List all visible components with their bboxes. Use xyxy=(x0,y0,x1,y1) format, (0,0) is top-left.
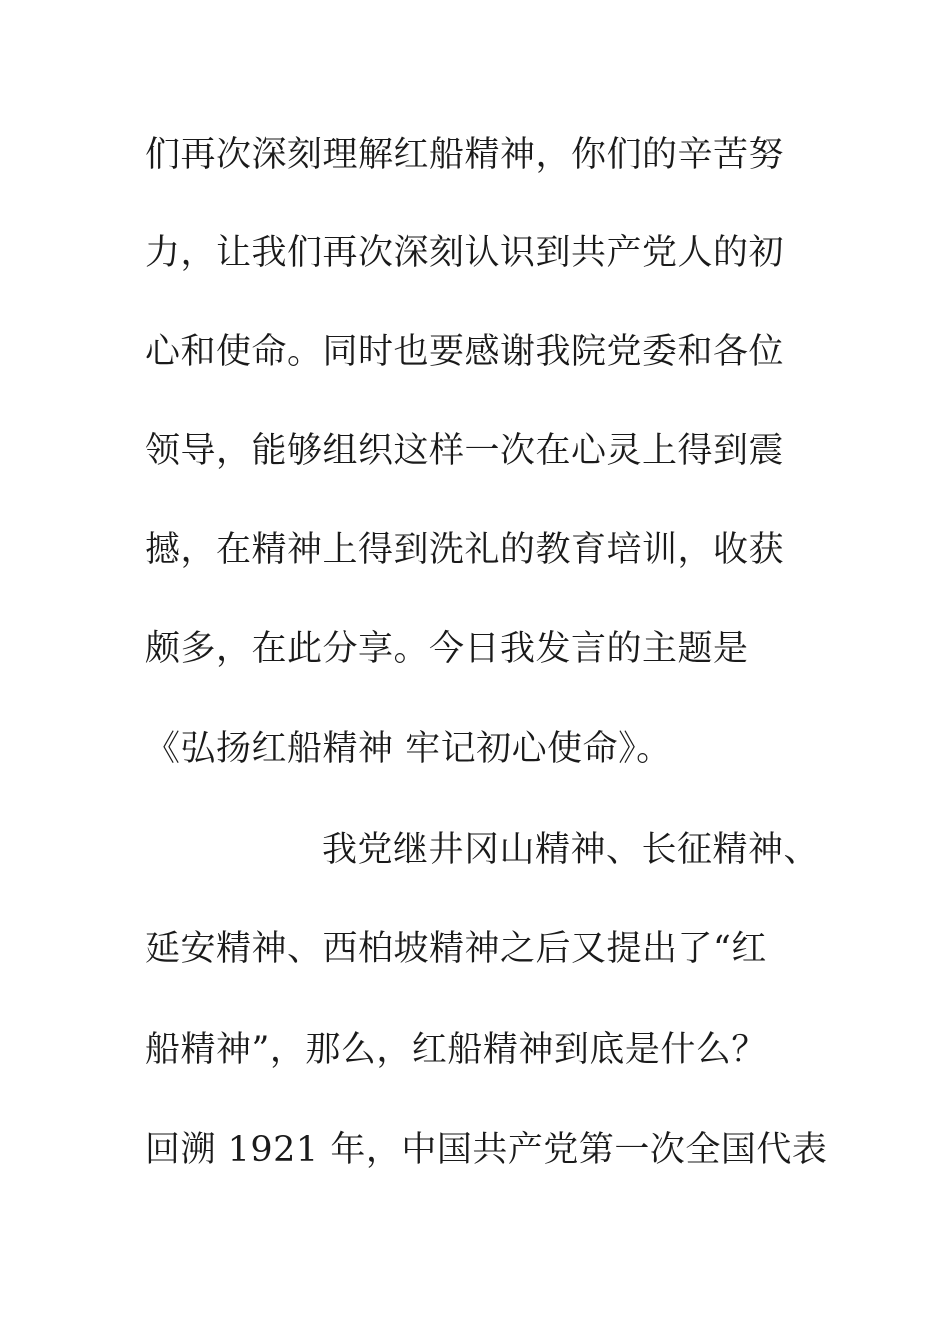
text-line-10: 船精神”，那么，红船精神到底是什么？ xyxy=(145,1030,767,1070)
text-line-4: 领导，能够组织这样一次在心灵上得到震 xyxy=(145,431,785,471)
text-line-6: 颇多，在此分享。今日我发言的主题是 xyxy=(145,629,749,669)
text-line-2: 力，让我们再次深刻认识到共产党人的初 xyxy=(145,233,785,273)
text-line-7: 《弘扬红船精神 牢记初心使命》。 xyxy=(145,729,672,769)
paragraph-start-line: 我党继井冈山精神、长征精神、 xyxy=(322,830,820,870)
text-line-1: 们再次深刻理解红船精神，你们的辛苦努 xyxy=(145,135,785,175)
text-line-11: 回溯 1921 年，中国共产党第一次全国代表 xyxy=(145,1130,828,1170)
text-line-3: 心和使命。同时也要感谢我院党委和各位 xyxy=(145,332,785,372)
text-line-5: 撼，在精神上得到洗礼的教育培训，收获 xyxy=(145,530,785,570)
text-line-9: 延安精神、西柏坡精神之后又提出了“红 xyxy=(145,929,767,969)
